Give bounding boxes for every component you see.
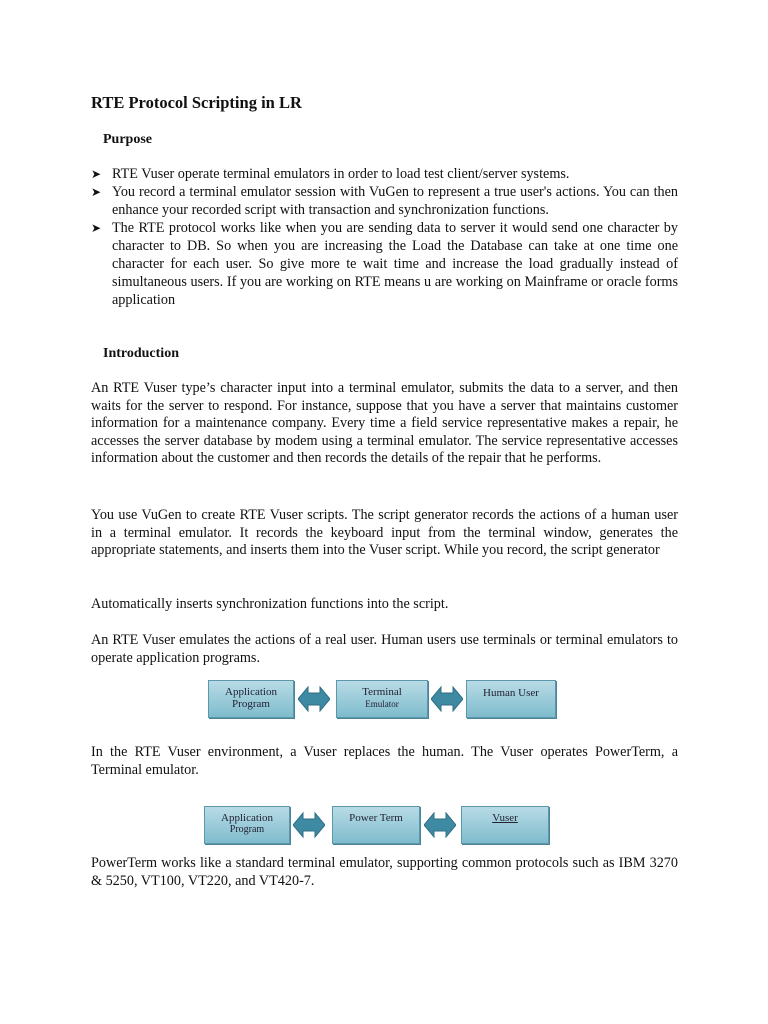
- terminal-emulator-box: Terminal Emulator: [336, 680, 428, 718]
- application-program-box: Application Program: [204, 806, 290, 844]
- intro-paragraph-2: You use VuGen to create RTE Vuser scripts. The script generator records the actions of a human user in a terminal emulator. It records the keyboard input from the terminal window, generates the appropriate statements, and inserts them into the Vuser script. While you record, the script generator: [91, 507, 678, 559]
- double-arrow-icon: [293, 810, 325, 840]
- arrow-bullet-icon: ➤: [91, 221, 102, 235]
- purpose-bullet: ➤ RTE Vuser operate terminal emulators in order to load test client/server systems.: [91, 166, 570, 182]
- double-arrow-icon: [431, 684, 463, 714]
- document-title: RTE Protocol Scripting in LR: [91, 93, 302, 112]
- application-program-box: Application Program: [208, 680, 294, 718]
- double-arrow-icon: [424, 810, 456, 840]
- intro-paragraph-4: An RTE Vuser emulates the actions of a real user. Human users use terminals or terminal emulators to operate application programs.: [91, 632, 678, 666]
- intro-paragraph-5: In the RTE Vuser environment, a Vuser replaces the human. The Vuser operates PowerTerm, a Terminal emulator.: [91, 744, 678, 778]
- purpose-bullet-list: [91, 165, 678, 309]
- intro-paragraph-1: An RTE Vuser type’s character input into a terminal emulator, submits the data to a server, and then waits for the server to respond. For instance, suppose that you have a server that maintains customer information for a maintenance company. Every time a field service representative makes a repair, he accesses the server database by modem using a terminal emulator. The service representative accesses information about the customer and then records the details of the repair that he performs.: [91, 380, 678, 467]
- purpose-bullet: ➤ The RTE protocol works like when you are sending data to server it would send one character by character to DB. So when you are increasing the Load the Database can take at one time one character for each user. So give more te wait time and increase the load gradually instead of simultaneous users. If you are working on RTE means u are working on Mainframe or oracle forms application: [91, 220, 678, 308]
- human-user-box: Human User: [466, 680, 556, 718]
- purpose-bullet: ➤ You record a terminal emulator session with VuGen to represent a true user's actions. You can then enhance your recorded script with transaction and synchronization functions.: [91, 184, 678, 218]
- purpose-heading: Purpose: [103, 132, 152, 147]
- intro-paragraph-3: Automatically inserts synchronization functions into the script.: [91, 596, 449, 612]
- power-term-box: Power Term: [332, 806, 420, 844]
- double-arrow-icon: [298, 684, 330, 714]
- introduction-heading: Introduction: [103, 346, 179, 361]
- vuser-box: Vuser: [461, 806, 549, 844]
- arrow-bullet-icon: ➤: [91, 185, 102, 199]
- intro-paragraph-6: PowerTerm works like a standard terminal emulator, supporting common protocols such as IBM 3270 & 5250, VT100, VT220, and VT420-7.: [91, 855, 678, 889]
- arrow-bullet-icon: ➤: [91, 167, 102, 181]
